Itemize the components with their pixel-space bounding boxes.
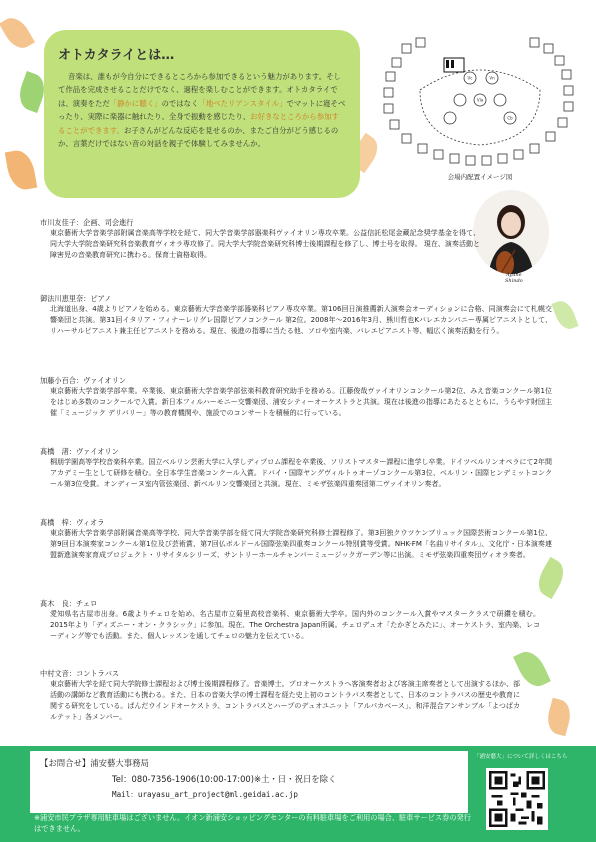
leaf-decoration: [0, 13, 35, 53]
intro-highlight: 「地べたリアンスタイル」: [198, 98, 287, 108]
leaf-decoration: [532, 557, 569, 599]
contact-mail[interactable]: Mail：urayasu_art_project@ml.geidai.ac.jp: [112, 790, 298, 799]
piano-icon: [444, 58, 464, 72]
member-entry: [40, 668, 520, 723]
performer-photo: [471, 190, 551, 282]
member-name: 市川友佳子：企画、司会進行: [40, 218, 134, 227]
contact-box: [30, 751, 468, 813]
member-bio: 東京藝術大学音楽学部附属音楽高等学校を経て、同大学音楽学部器楽科ヴァイオリン専攻卒業。公益信託松尾金藏記念奨学基金を得て、同大学大学院音楽研究科音楽教育ヴィオラ専攻修了。同大学大学院音楽研究科博士後期課程を修了し、博士号を取得。 現在、演奏活動と障害児の音楽教育研究に携わる。保育士資格取得。: [50, 229, 480, 259]
member-name: 中村文音：コントラバス: [40, 669, 120, 678]
member-entry: [40, 446, 552, 490]
intro-text: 音楽は、誰もが今自分にできるところから参加できるという魅力があります。そして作品を完成させることだけでなく、過程を楽しむことができます。オトカタライでは、演奏をただ「静かに聴く」のではなく「地べたリアンスタイル」でマットに寝そべったり、実際に楽器に触れたり、全身で振動を感じたり、お好きなところから参加することができます。お子さんがどんな反応を見せるのか、またご自分がどう感じるのか、言葉だけではない音の対話を親子で体験してみませんか。: [58, 72, 346, 149]
contact-tel[interactable]: Tel：080-7356-1906(10:00-17:00)※土・日・祝日を除く: [112, 774, 337, 784]
member-name: 髙橋 梓：ヴィオラ: [40, 518, 105, 527]
member-name: 髙橋 渚：ヴァイオリン: [40, 447, 119, 456]
intro-box: [44, 30, 360, 198]
intro-highlight: 「静かに聴く」: [109, 98, 162, 108]
leaf-decoration: [5, 148, 38, 192]
member-bio: 桐朋学園高等学校音楽科卒業。国立ベルリン芸術大学に入学しディプロム課程を卒業後、ソリストマスター課程に進学し卒業。ドイツベルリンオペラにて2年間アカデミー生として研修を積む。全日本学生音楽コンクール入賞。ドバイ・国際ヤングヴィルトゥオーゾコンクール第3位、ベルリン・国際ヒンデミットコンクール第3位受賞。オンディーヌ室内管弦楽団、新ベルリン交響楽団と共演。現在、ミモザ弦楽四重奏団第二ヴァイオリン奏者。: [50, 458, 552, 488]
contact-heading: 【お問合せ】浦安藝大事務局: [40, 758, 149, 768]
member-name: 御法川恵里奈：ピアノ: [40, 294, 112, 303]
seat-label: Vn: [489, 75, 495, 81]
photo-caption: Ayane Shindo: [505, 272, 523, 284]
member-entry: [40, 217, 480, 261]
member-entry: [40, 375, 552, 419]
seat-label: Vc: [467, 75, 473, 81]
leaf-decoration: [544, 698, 574, 737]
member-name: 髙木 良：チェロ: [40, 599, 98, 608]
qr-code[interactable]: [486, 768, 548, 830]
intro-highlight: お好きなところから参加することができます。: [58, 112, 339, 135]
intro-title: オトカタライとは…: [58, 48, 175, 63]
member-name: 加藤小百合：ヴァイオリン: [40, 376, 126, 385]
leaf-decoration: [551, 298, 578, 332]
member-entry: [40, 517, 552, 561]
seat-label: Cb: [507, 115, 513, 121]
member-entry: [40, 598, 540, 642]
member-bio: 東京藝術大学音楽学部附属音楽高等学校、同大学音楽学部を経て同大学院音楽研究科修士課程修了。第3回独クウツケンブリュック国際芸術コンクール第1位、第9回日本演奏家コンクール第1位及び芸術賞、第7回仏ボルドール国際弦楽四重奏コンクール特別賞等受賞。NHK-FM「名曲リサイタル」、文化庁・日本演奏連盟新進演奏家育成プロジェクト・リサイタルシリーズ、サントリーホールチャンバーミュージックガーデン等に出演。ミモザ弦楽四重奏団ヴィオラ奏者。: [50, 529, 552, 559]
member-bio: 北海道出身、4歳よりピアノを始める。東京藝術大学音楽学部器楽科ピアノ専攻卒業。第106回日演推薦新人演奏会オーディションに合格、同演奏会にて札幌交響楽団と共演。第31回イタリア・フィナーレリグレ国際ピアノコンクール 第2位。2008年～2016年3月、熊川哲也Kバレエカンパニー専属ピアニストとして、リハーサルピアニスト兼主任ピアニストを務める。現在、後進の指導に当たる他、ソロや室内楽、バレエピアニスト等、幅広く演奏活動を行う。: [50, 305, 552, 335]
parking-note: ※浦安市民プラザ専用駐車場はございません。イオン新浦安ショッピングセンターの有料駐車場をご利用の場合、駐車サービス券の発行はできません。: [34, 813, 471, 833]
member-bio: 愛知県名古屋市出身。6歳よりチェロを始め、名古屋市立菊里高校音楽科、東京藝術大学卒。国内外のコンクール入賞やマスタークラスで研鑽を積む。2015年より「ディズニー・オン・クラシック」に参加。現在、The Orchestra Japan所属。チェロデュオ「たかぎとみたに」、オーケストラ、室内楽、レコーディング等でも活動。また、個人レッスンを通してチェロの魅力を伝えている。: [50, 610, 540, 640]
member-bio: 東京藝術大学を経て同大学院修士課程および博士後期課程修了。音楽博士。プロオーケストラへ客演奏者および客演主席奏者として出演するほか、部活動の講師など教育活動にも携わる。また、日本の音楽大学の博士課程を経た史上初のコントラバス奏者として、日本のコントラバスの歴史や教育に関する研究をしている。ぱんだウインドオーケストラ、コントラバスとハープのデュオユニット「アルパカベース」、和洋混合アンサンブル「よつばカルテット」各メンバー。: [50, 680, 520, 721]
member-bio: 東京藝術大学音楽学部卒業。卒業後、東京藝術大学音楽学部弦楽科教育研究助手を務める。江藤俊哉ヴァイオリンコンクール第2位、みえ音楽コンクール第1位をはじめ多数のコンクールで入賞。新日本フィルハーモニー交響楽団、浦安シティーオーケストラと共演。現在は後進の指導にあたるとともに、うらやす財団主催「ミュージック デリバリー」等の教育機関や、施設でのコンサートを積極的に行っている。: [50, 387, 552, 417]
qr-label: 「浦安藝大」について詳しくはこちら: [474, 754, 568, 760]
seating-diagram: [380, 30, 580, 190]
seat-label: Vla: [476, 97, 484, 103]
member-entry: [40, 293, 552, 337]
seating-caption: 会場内配置イメージ図: [447, 173, 513, 181]
